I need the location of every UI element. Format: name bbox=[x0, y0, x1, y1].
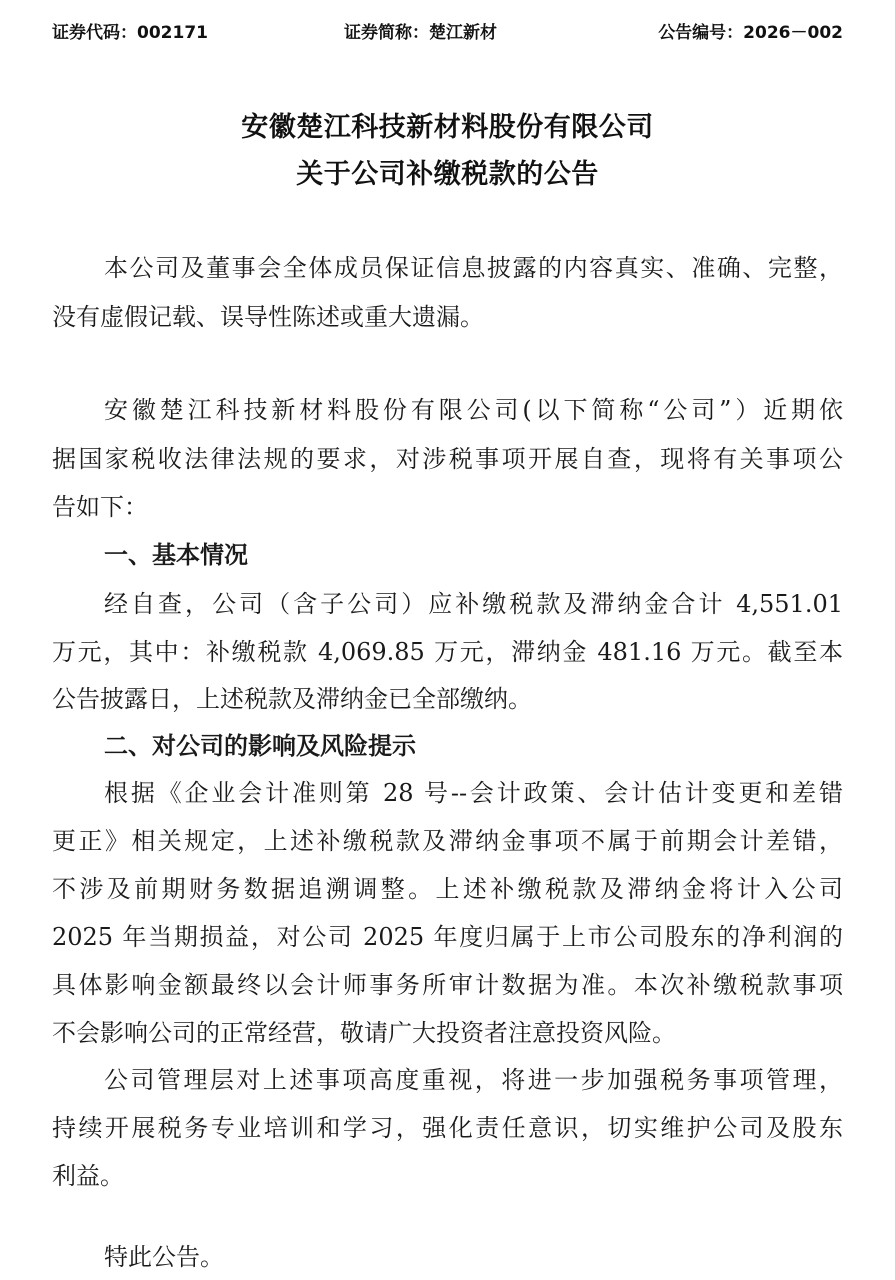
notice-number: 公告编号：2026－002 bbox=[658, 23, 843, 43]
section-heading-basic: 一、基本情况 bbox=[104, 541, 248, 569]
section2-line: 更正》相关规定，上述补缴税款及滞纳金事项不属于前期会计差错， bbox=[52, 827, 843, 855]
section2-line: 2025 年当期损益，对公司 2025 年度归属于上市公司股东的净利润的 bbox=[52, 923, 843, 951]
intro-line: 据国家税收法律法规的要求，对涉税事项开展自查，现将有关事项公 bbox=[52, 445, 843, 473]
statement-line: 没有虚假记载、误导性陈述或重大遗漏。 bbox=[52, 303, 484, 331]
document-title-company: 安徽楚江科技新材料股份有限公司 bbox=[241, 112, 654, 143]
document-title-subject: 关于公司补缴税款的公告 bbox=[296, 159, 599, 190]
section2-line: 持续开展税务专业培训和学习，强化责任意识，切实维护公司及股东 bbox=[52, 1114, 843, 1142]
stock-code: 证券代码：002171 bbox=[52, 23, 208, 43]
section2-line: 利益。 bbox=[52, 1162, 124, 1190]
section2-line: 根据《企业会计准则第 28 号--会计政策、会计估计变更和差错 bbox=[104, 779, 843, 807]
section1-line: 万元，其中：补缴税款 4,069.85 万元，滞纳金 481.16 万元。截至本 bbox=[52, 638, 843, 666]
section2-line: 具体影响金额最终以会计师事务所审计数据为准。本次补缴税款事项 bbox=[52, 971, 843, 999]
section2-line: 不会影响公司的正常经营，敬请广大投资者注意投资风险。 bbox=[52, 1019, 676, 1047]
section2-line: 公司管理层对上述事项高度重视，将进一步加强税务事项管理， bbox=[104, 1066, 843, 1094]
section2-line: 不涉及前期财务数据追溯调整。上述补缴税款及滞纳金将计入公司 bbox=[52, 875, 843, 903]
statement-line: 本公司及董事会全体成员保证信息披露的内容真实、准确、完整， bbox=[104, 254, 843, 282]
stock-short-name: 证券简称：楚江新材 bbox=[344, 23, 497, 43]
closing-statement: 特此公告。 bbox=[104, 1243, 224, 1271]
intro-line: 安徽楚江科技新材料股份有限公司(以下简称“公司”）近期依 bbox=[104, 396, 843, 424]
section1-line: 公告披露日，上述税款及滞纳金已全部缴纳。 bbox=[52, 685, 532, 713]
intro-line: 告如下： bbox=[52, 493, 148, 521]
section-heading-impact: 二、对公司的影响及风险提示 bbox=[104, 732, 416, 760]
document-header bbox=[52, 18, 843, 44]
section1-line: 经自查，公司（含子公司）应补缴税款及滞纳金合计 4,551.01 bbox=[104, 590, 843, 618]
